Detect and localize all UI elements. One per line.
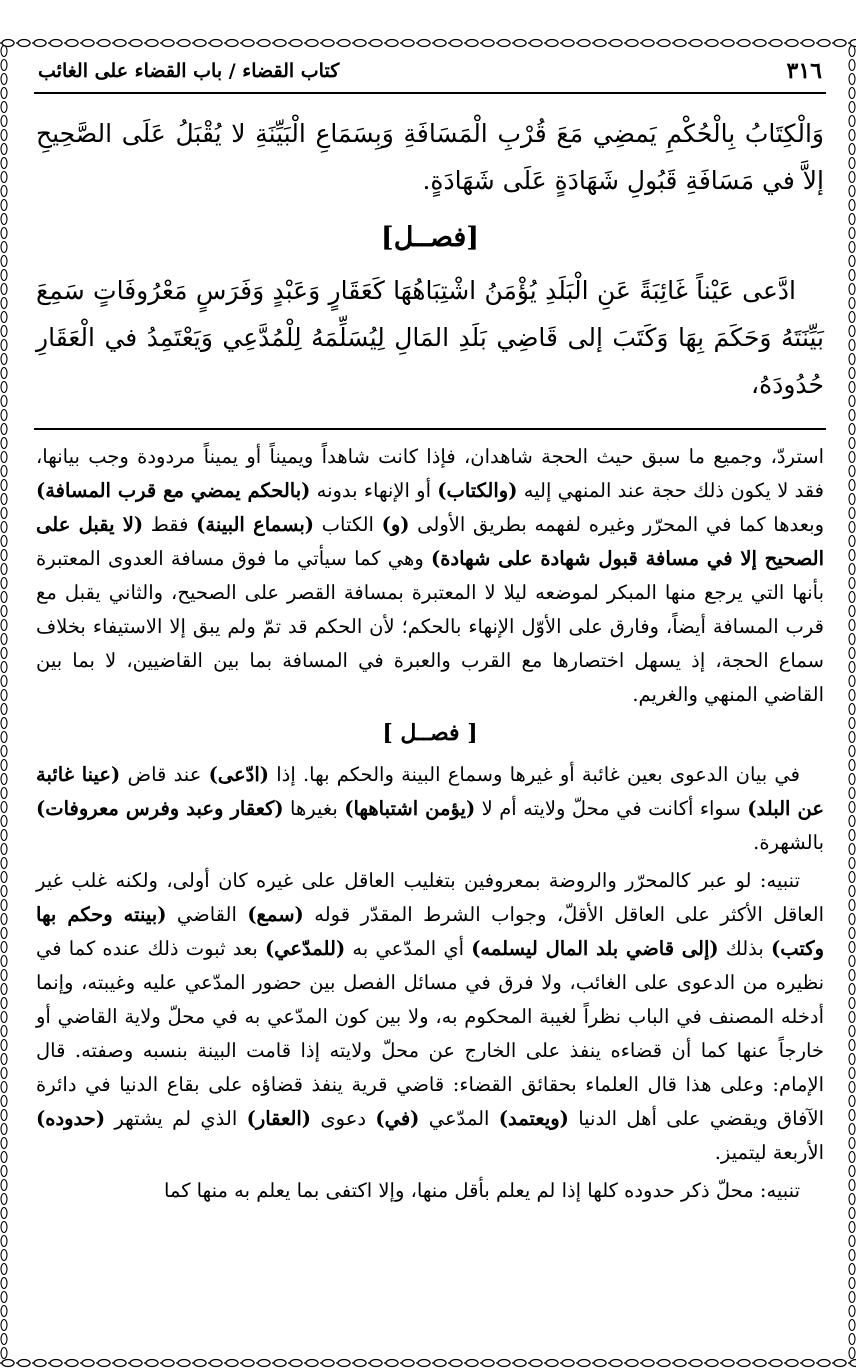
commentary-text: القاضي <box>166 903 248 926</box>
bold-matn-quote: (يؤمن اشتباهها) <box>344 797 476 820</box>
running-title: كتاب القضاء / باب القضاء على الغائب <box>38 60 340 82</box>
commentary-text: بغيرها <box>283 797 345 820</box>
bold-matn-quote: (حدوده) <box>36 1107 106 1130</box>
commentary-text: في بيان الدعوى بعين غائبة أو غيرها وسماع البينة والحكم بها. إذا <box>269 763 800 786</box>
commentary-text: بالشهرة. <box>753 831 824 854</box>
bold-matn-quote: (للمدّعي) <box>264 937 346 960</box>
commentary-text: المدّعي <box>419 1107 499 1130</box>
left-ornamental-border <box>0 44 8 1360</box>
commentary-text: وبعدها كما في المحرّر وغيره لفهمه بطريق الأولى <box>409 513 824 536</box>
sharh-commentary-block <box>36 440 824 1208</box>
bold-matn-quote: (في) <box>375 1107 420 1130</box>
matn-sharh-divider <box>34 428 826 430</box>
commentary-text: عند قاض <box>120 763 209 786</box>
commentary-text: استردّ، وجميع ما سبق حيث الحجة شاهدان، فإذا كانت شاهداً ويميناً أو يميناً مردودة وجب بيانها، فقد لا يكون ذلك حجة عند المنهي إليه <box>36 445 824 502</box>
commentary-text: أي المدّعي به <box>345 937 472 960</box>
commentary-text: بذلك <box>718 937 772 960</box>
page-header <box>34 56 826 94</box>
sharh-paragraph-2 <box>36 758 824 860</box>
bold-matn-quote: (و) <box>381 513 410 536</box>
bold-matn-quote: (والكتاب) <box>437 479 518 502</box>
page-number: ٣١٦ <box>786 58 822 84</box>
commentary-text: تنبيه: لو عبر كالمحرّر والروضة بمعروفين بتغليب العاقل على غيره كان أولى، ولكنه غلب غير العاقل الأكثر على العاقل الأقلّ، وجواب الشرط المقدّر قوله <box>36 869 825 926</box>
matn-text-block <box>36 110 824 408</box>
bold-matn-quote: (إلى قاضي بلد المال ليسلمه) <box>471 937 719 960</box>
top-ornamental-border <box>0 36 856 50</box>
commentary-text: سواء أكانت في محلّ ولايته أم لا <box>475 797 748 820</box>
bold-matn-quote: (ويعتمد) <box>498 1107 569 1130</box>
matn-paragraph-2: ادَّعى عَيْناً غَائِبَةً عَنِ الْبَلَدِ يُؤْمَنُ اشْتِبَاهُهَا كَعَقَارٍ وَعَبْدٍ وَفَرَسٍ مَعْرُوفَاتٍ سَمِعَ بَيِّنَتَهُ وَحَكَمَ بِهَا وَكَتَبَ إلى قَاضِي بَلَدِ المَالِ لِيُسَلِّمَهُ لِلْمُدَّعِي وَيَعْتَمِدُ في الْعَقَارِ حُدُودَهُ، <box>36 276 824 399</box>
commentary-text: وهي كما سيأتي ما فوق مسافة العدوى المعتبرة بأنها التي يرجع منها المبكر لموضعه ليلا لا المعتبرة بمسافة القصر على الصحيح، والثاني يقبل مع قرب المسافة أيضاً، وفارق على الأوّل الإنهاء بالحكم؛ لأن الحكم قد تمّ ولم يبق إلا الاستيفاء بخلاف سماع الحجة، إذ يسهل اختصارها مع القرب والعبرة في المسافة بما بين القاضيين، لا بما بين القاضي المنهي والغريم. <box>36 547 824 706</box>
sharh-paragraph-3-tanbih <box>36 864 824 1170</box>
bold-matn-quote: (ادّعى) <box>208 763 270 786</box>
bold-matn-quote: (كعقار وعبد وفرس معروفات) <box>36 797 284 820</box>
commentary-text: الذي لم يشتهر <box>105 1107 247 1130</box>
sharh-fasl-heading: [ فصــل ] <box>382 720 478 746</box>
bold-matn-quote: (بسماع البينة) <box>196 513 314 536</box>
commentary-text: الأربعة ليتميز. <box>714 1141 824 1164</box>
bold-matn-quote: (لا يقبل على الصحيح إلا في مسافة قبول شهادة على شهادة) <box>36 513 824 570</box>
bold-matn-quote: (سمع) <box>247 903 304 926</box>
commentary-text: دعوى <box>311 1107 376 1130</box>
matn-paragraph-1: وَالْكِتَابُ بِالْحُكْمِ يَمضِي مَعَ قُرْبِ الْمَسَافَةِ وَبِسَمَاعِ الْبَيِّنَةِ لا يُقْبَلُ عَلَى الصَّحِيحِ إلاَّ في مَسَافَةِ قَبُولِ شَهَادَةٍ عَلَى شَهَادَةٍ. <box>36 119 824 195</box>
matn-fasl-heading: [فصــل] <box>380 222 480 253</box>
commentary-text: بعد ثبوت ذلك عنده كما في نظيره من الدعوى على الغائب، ولا فرق في مسائل الفصل بين حضور المدّعي عليه وغيبته، وإنما أدخله المصنف في الباب نظراً لغيبة المحكوم به، ولا بين كون المدّعي به في محلّ ولاية القاضي أو خارجاً عنها كما أن قضاءه ينفذ على الخارج عن محلّ ولايته إذا قامت البينة بنسبه وصفته. قال الإمام: وعلى هذا قال العلماء بحقائق القضاء: قاضي قرية ينفذ قضاؤه على بقاع الدنيا في دائرة الآفاق ويقضي على أهل الدنيا <box>36 937 824 1130</box>
bold-matn-quote: (العقار) <box>246 1107 312 1130</box>
sharh-paragraph-1 <box>36 440 824 712</box>
bold-matn-quote: (بالحكم يمضي مع قرب المسافة) <box>36 479 311 502</box>
commentary-text: فقط <box>143 513 197 536</box>
bold-matn-quote: (بينته وحكم بها وكتب) <box>36 903 824 960</box>
sharh-paragraph-4-tanbih: تنبيه: محلّ ذكر حدوده كلها إذا لم يعلم بأقل منها، وإلا اكتفى بما يعلم به منها كما <box>163 1179 800 1202</box>
bottom-ornamental-border <box>0 1356 856 1370</box>
commentary-text: أو الإنهاء بدونه <box>310 479 438 502</box>
bold-matn-quote: (عينا غائبة عن البلد) <box>36 763 824 820</box>
commentary-text: الكتاب <box>314 513 382 536</box>
right-ornamental-border <box>848 44 856 1360</box>
